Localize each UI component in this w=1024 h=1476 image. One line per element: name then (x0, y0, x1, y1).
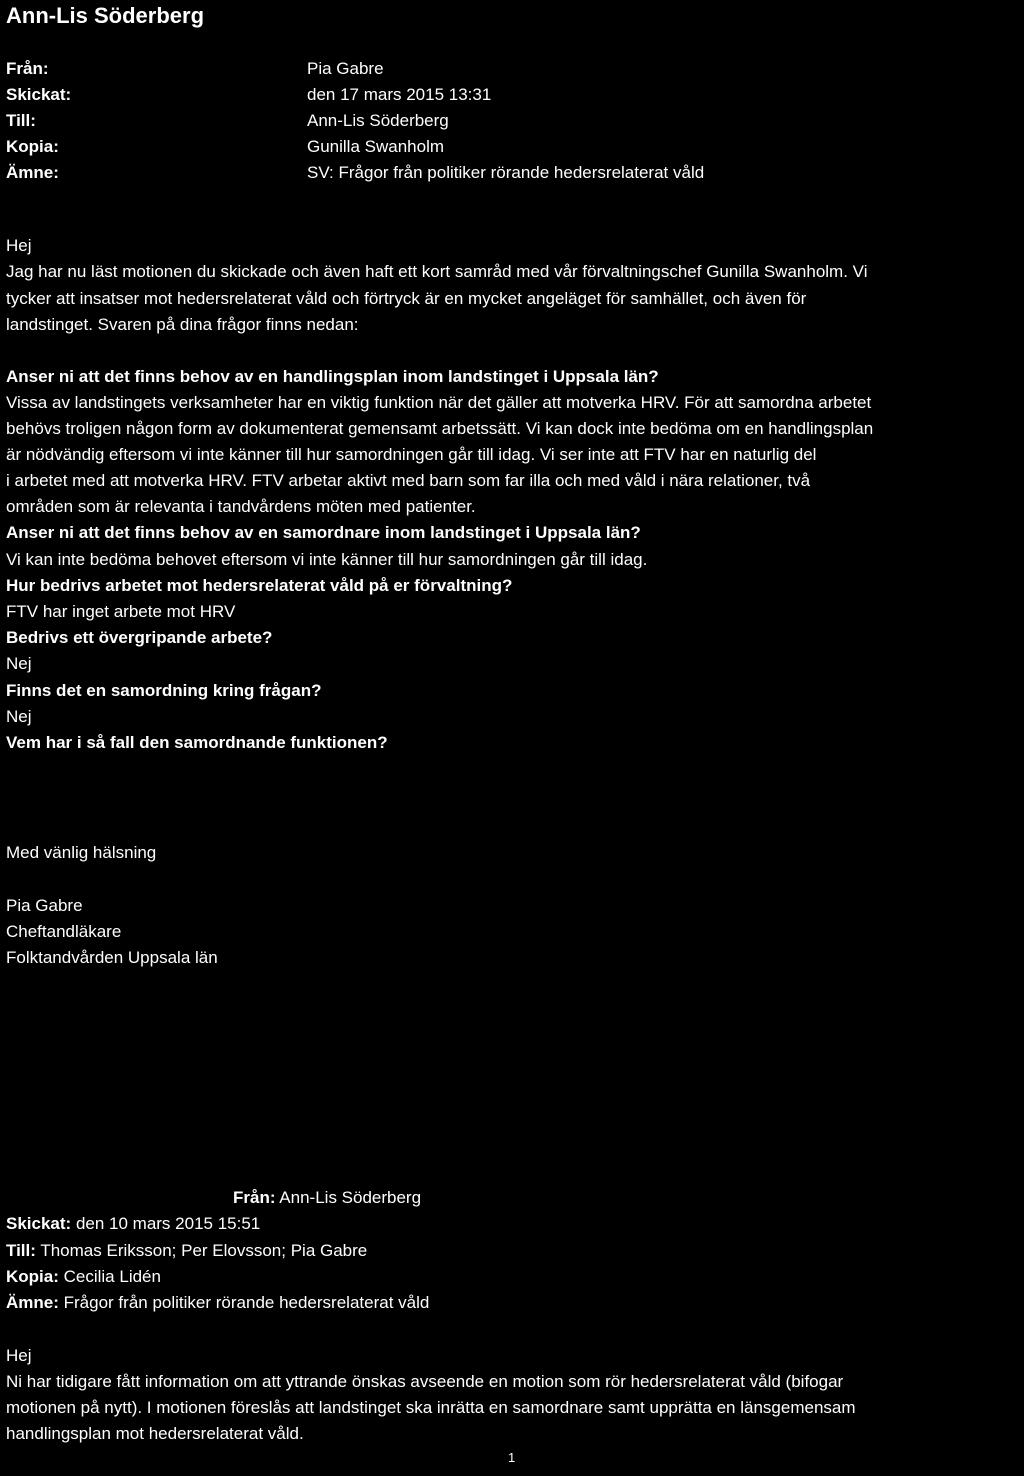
answer-4: Nej (6, 654, 32, 673)
signature-org: Folktandvården Uppsala län (6, 948, 218, 967)
original-body-line: motionen på nytt). I motionen föreslås att landstinget ska inrätta en samordnare samt upprätta en länsgemensam (6, 1398, 856, 1417)
answer-1-line: Vissa av landstingets verksamheter har en viktig funktion när det gäller att motverka HRV. För att samordna arbetet (6, 393, 872, 412)
reply-intro-line: tycker att insatser mot hedersrelaterat våld och förtryck är en mycket angeläget för samhället, och även för (6, 289, 807, 308)
original-cc-label: Kopia: (6, 1267, 59, 1286)
original-subject-value: Frågor från politiker rörande hedersrelaterat våld (63, 1293, 430, 1312)
question-5: Finns det en samordning kring frågan? (6, 681, 322, 700)
sent-value: den 17 mars 2015 13:31 (307, 85, 492, 104)
subject-label: Ämne: (6, 163, 59, 182)
question-1: Anser ni att det finns behov av en handlingsplan inom landstinget i Uppsala län? (6, 367, 659, 386)
reply-intro-line: landstinget. Svaren på dina frågor finns nedan: (6, 315, 359, 334)
to-label: Till: (6, 111, 36, 130)
original-cc-value: Cecilia Lidén (63, 1267, 161, 1286)
original-subject-label: Ämne: (6, 1293, 59, 1312)
cc-label: Kopia: (6, 137, 59, 156)
original-to-label: Till: (6, 1241, 36, 1260)
reply-greeting: Hej (6, 236, 32, 255)
original-greeting: Hej (6, 1346, 32, 1365)
question-2: Anser ni att det finns behov av en samordnare inom landstinget i Uppsala län? (6, 523, 641, 542)
question-6: Vem har i så fall den samordnande funktionen? (6, 733, 388, 752)
answer-1-line: i arbetet med att motverka HRV. FTV arbetar aktivt med barn som far illa och med våld i nära relationer, två (6, 471, 811, 490)
signature-title: Cheftandläkare (6, 922, 122, 941)
subject-value: SV: Frågor från politiker rörande hedersrelaterat våld (307, 163, 705, 182)
original-body-line: Ni har tidigare fått information om att yttrande önskas avseende en motion som rör hedersrelaterat våld (bifogar (6, 1372, 844, 1391)
answer-1-line: är nödvändig eftersom vi inte känner till hur samordningen går till idag. Vi ser inte att FTV har en naturlig del (6, 445, 817, 464)
from-value: Pia Gabre (307, 59, 384, 78)
answer-1-line: områden som är relevanta i tandvårdens möten med patienter. (6, 497, 476, 516)
original-cc (6, 1264, 161, 1290)
original-body-line: handlingsplan mot hedersrelaterat våld. (6, 1424, 304, 1443)
answer-1-line: behövs troligen någon form av dokumenterat gemensamt arbetssätt. Vi kan dock inte bedöma om en handlingsplan (6, 419, 874, 438)
original-to-value: Thomas Eriksson; Per Elovsson; Pia Gabre (40, 1241, 368, 1260)
original-from (233, 1185, 421, 1211)
from-label: Från: (6, 59, 49, 78)
closing: Med vänlig hälsning (6, 843, 157, 862)
original-sent-value: den 10 mars 2015 15:51 (75, 1214, 261, 1233)
mailbox-owner-name: Ann-Lis Söderberg (6, 3, 205, 28)
question-4: Bedrivs ett övergripande arbete? (6, 628, 273, 647)
original-to (6, 1238, 367, 1264)
signature-name: Pia Gabre (6, 896, 83, 915)
answer-2: Vi kan inte bedöma behovet eftersom vi inte känner till hur samordningen går till idag. (6, 550, 648, 569)
to-value: Ann-Lis Söderberg (307, 111, 449, 130)
original-subject (6, 1290, 429, 1316)
answer-5: Nej (6, 707, 32, 726)
original-sent (6, 1211, 260, 1237)
original-sent-label: Skickat: (6, 1214, 72, 1233)
original-from-value: Ann-Lis Söderberg (279, 1188, 422, 1207)
sent-label: Skickat: (6, 85, 72, 104)
original-from-label: Från: (233, 1188, 276, 1207)
reply-intro-line: Jag har nu läst motionen du skickade och även haft ett kort samråd med vår förvaltningschef Gunilla Swanholm. Vi (6, 262, 868, 281)
page-number: 1 (508, 1450, 516, 1465)
cc-value: Gunilla Swanholm (307, 137, 445, 156)
answer-3: FTV har inget arbete mot HRV (6, 602, 236, 621)
question-3: Hur bedrivs arbetet mot hedersrelaterat våld på er förvaltning? (6, 576, 513, 595)
